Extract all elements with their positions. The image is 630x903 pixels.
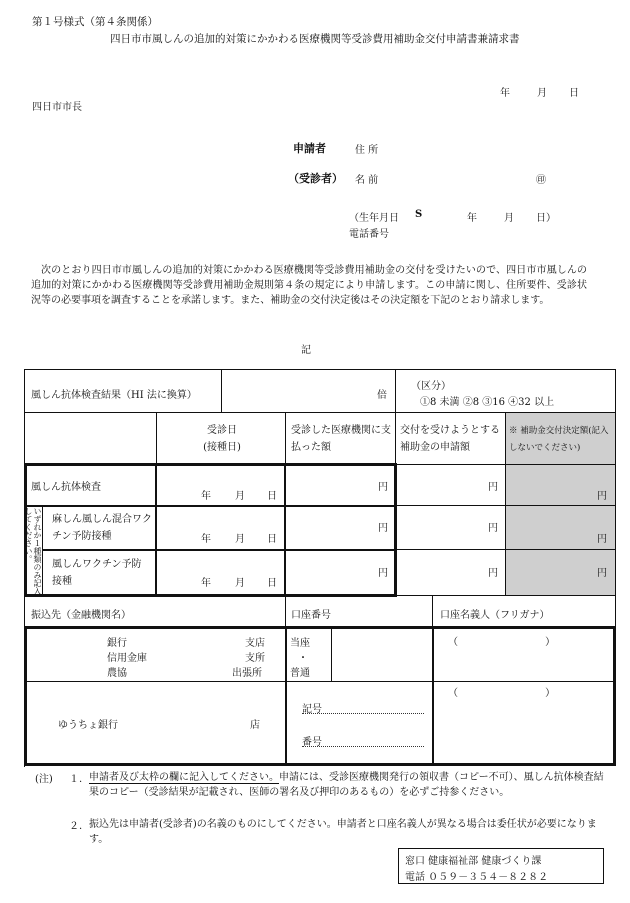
kigo-label: 記号 (302, 704, 322, 715)
note2-number: ２. (69, 821, 83, 832)
row-label: 麻しん風しん混合ワクチン予防接種 (52, 514, 152, 542)
row-month: 月 (235, 491, 245, 502)
addressee: 四日市市長 (32, 102, 82, 113)
address-label: 住 所 (355, 145, 379, 156)
phone-label: 電話番号 (349, 229, 389, 240)
row-decision-unit: 円 (597, 534, 607, 545)
holder-furigana-paren: （ ） (448, 637, 556, 648)
birth-era: S (415, 209, 423, 220)
side-note: いずれか１種類のみ記入してください。 (24, 507, 42, 595)
yucho-branch-label: 店 (250, 720, 260, 731)
note2-text: 振込先は申請者(受診者)の名義のものにしてください。申請者と口座名義人が異なる場合は委任状が必要になります。 (89, 819, 597, 845)
bank-type-shinkin: 信用金庫 (107, 653, 147, 664)
examinee-label: （受診者） (288, 172, 343, 185)
note1-underlined: 申請者及び太枠の欄に記入してください。 (89, 772, 279, 783)
intro-paragraph: 次のとおり四日市市風しんの追加的対策にかかわる医療機関等受診費用補助金の交付を受けたいので、四日市市風しんの追加的対策にかかわる医療機関等受診費用補助金規則第４条の規定により申請します。この申請に関し、住所要件、受診状況等の必要事項を調査することを承諾します。また、補助金の交付決定後はその決定額を下記のとおり請求します。 (31, 265, 587, 306)
yucho-bank-label: ゆうちょ銀行 (58, 720, 118, 731)
category-label: （区分） (411, 381, 451, 392)
branch-type-shiten: 支店 (245, 638, 265, 649)
bango-label: 番号 (302, 737, 322, 748)
seal-mark: ㊞ (536, 175, 546, 186)
birth-month: 月 (504, 213, 514, 224)
notes-prefix: (注) (35, 774, 53, 785)
date-year: 年 (500, 88, 510, 99)
row-paid-unit: 円 (378, 568, 388, 579)
col-paid: 受診した医療機関に支払った額 (291, 425, 391, 453)
note1-text (89, 770, 611, 800)
row-paid-unit: 円 (378, 523, 388, 534)
row-day: 日 (267, 534, 277, 545)
account-type-dot: ・ (298, 653, 308, 664)
col-decision: ※ 補助金交付決定額(記入しないでください) (509, 426, 609, 453)
category-options: ①8 未満 ②8 ③16 ④32 以上 (420, 397, 555, 408)
contact-phone: 電話 ０５９－３５４－８２８２ (405, 872, 549, 883)
row-month: 月 (235, 534, 245, 545)
row-year: 年 (201, 491, 211, 502)
note1-rest: 申請には、受診医療機関発行の領収書（コピー不可）、風しん抗体検査結果のコピー（受診結果が記載され、医師の署名及び押印のあるもの）を必ずご持参ください。 (89, 772, 604, 798)
row-decision-unit: 円 (597, 491, 607, 502)
branch-type-shisho: 支所 (245, 653, 265, 664)
name-label: 名 前 (355, 175, 379, 186)
applicant-label: 申請者 (293, 142, 326, 155)
bank-dest-label: 振込先（金融機関名） (31, 610, 131, 621)
col-visit-date: 受診日 (接種日) (203, 425, 241, 453)
note1-number: １. (69, 774, 83, 785)
date-month: 月 (537, 88, 547, 99)
bank-type-bank: 銀行 (107, 638, 127, 649)
account-no-label: 口座番号 (291, 610, 331, 621)
birth-year: 年 (467, 213, 477, 224)
row-year: 年 (201, 534, 211, 545)
times-unit: 倍 (377, 390, 387, 401)
account-type-futsu: 普通 (290, 668, 310, 679)
row-request-unit: 円 (488, 568, 498, 579)
row-decision-unit: 円 (597, 568, 607, 579)
form-number: 第１号様式（第４条関係） (32, 16, 158, 28)
form-title: 四日市市風しんの追加的対策にかかわる医療機関等受診費用補助金交付申請書兼請求書 (110, 33, 520, 45)
holder-furigana-paren-2: （ ） (448, 688, 556, 699)
row-request-unit: 円 (488, 482, 498, 493)
account-holder-label: 口座名義人（フリガナ） (440, 610, 550, 621)
row-label: 風しん抗体検査 (31, 482, 101, 493)
row-paid-unit: 円 (378, 482, 388, 493)
account-type-toza: 当座 (290, 638, 310, 649)
antibody-result-label: 風しん抗体検査結果（HI 法に換算） (31, 390, 197, 401)
row-request-unit: 円 (488, 523, 498, 534)
col-request: 交付を受けようとする補助金の申請額 (400, 425, 500, 453)
bank-type-nokyo: 農協 (107, 668, 127, 679)
branch-type-shucchojo: 出張所 (232, 668, 262, 679)
birth-label: （生年月日 (349, 213, 399, 224)
birth-day: 日） (536, 213, 556, 224)
ki-label: 記 (301, 345, 311, 356)
row-month: 月 (235, 578, 245, 589)
row-day: 日 (267, 491, 277, 502)
date-day: 日 (569, 88, 579, 99)
row-day: 日 (267, 578, 277, 589)
row-label: 風しんワクチン予防接種 (52, 559, 142, 587)
row-year: 年 (201, 578, 211, 589)
contact-window: 窓口 健康福祉部 健康づくり課 (405, 856, 542, 867)
